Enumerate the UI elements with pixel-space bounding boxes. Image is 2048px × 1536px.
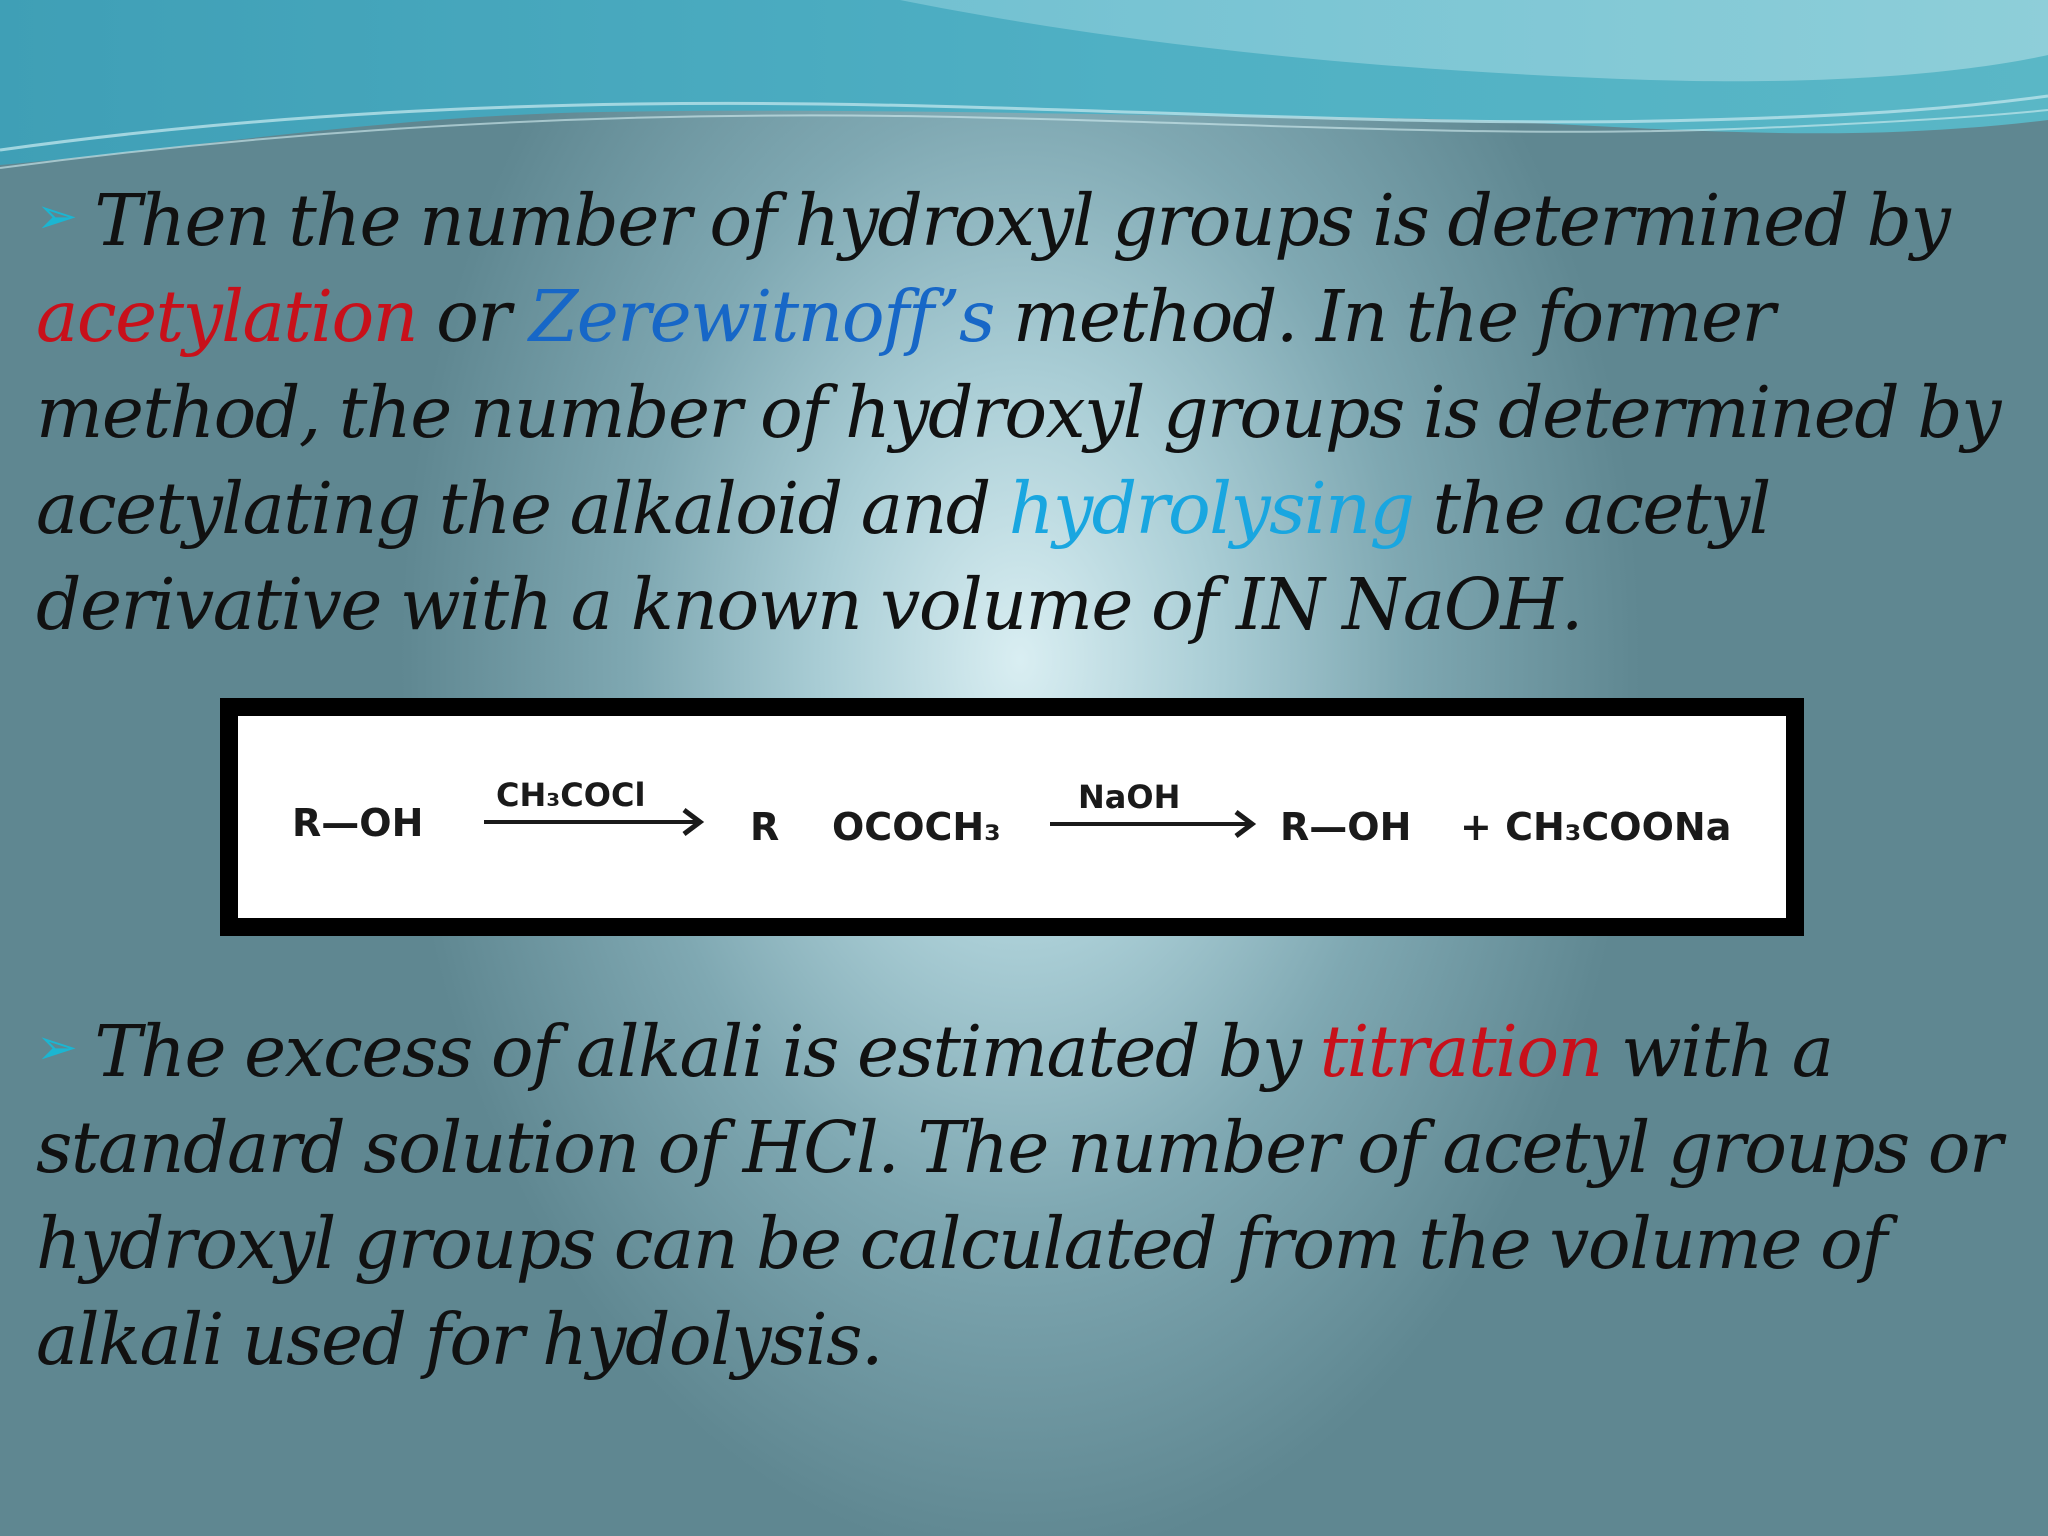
highlight-term-hydrolysing: hydrolysing [1008,467,1414,550]
arrowhead-bullet-icon: ➢ [36,1018,77,1076]
highlight-term-acetylation: acetylation [36,275,418,358]
intermediate-ococh3: OCOCH₃ [832,805,1001,849]
paragraph-titration [36,999,2026,1388]
intermediate-r: R [750,805,780,849]
header-wave-decoration [0,0,2048,190]
highlight-term-titration: titration [1319,1010,1602,1093]
text-run: or [436,275,510,358]
text-run: The excess of alkali is estimated by [94,1010,1301,1093]
byproduct-sodium-acetate: + CH₃COONa [1460,805,1732,849]
text-run: Then the number of hydroxyl groups is determined by [94,179,1950,262]
reagent-acetyl-chloride: CH₃COCl [496,776,646,814]
text-run: the acetyl derivative with a known volume of IN NaOH. [36,467,1770,646]
reaction-equation-box [220,698,1804,936]
reactant: R—OH [292,801,424,845]
reagent-naoh: NaOH [1078,778,1181,816]
paragraph-acetylation-method [36,168,2026,653]
arrowhead-bullet-icon: ➢ [36,187,77,245]
product-alcohol: R—OH [1280,805,1412,849]
text-run: method. In the former method, the number of hydroxyl groups is determined by acetylating the alkaloid and [36,275,2000,550]
highlight-term-zerewitnoff: Zerewitnoff’s [528,275,994,358]
text-run: with a standard solution of HCl. The number of acetyl groups or hydroxyl groups can be calculated from the volume of alkali used for hydolysis. [36,1010,2002,1381]
reaction-equation [238,716,1786,918]
